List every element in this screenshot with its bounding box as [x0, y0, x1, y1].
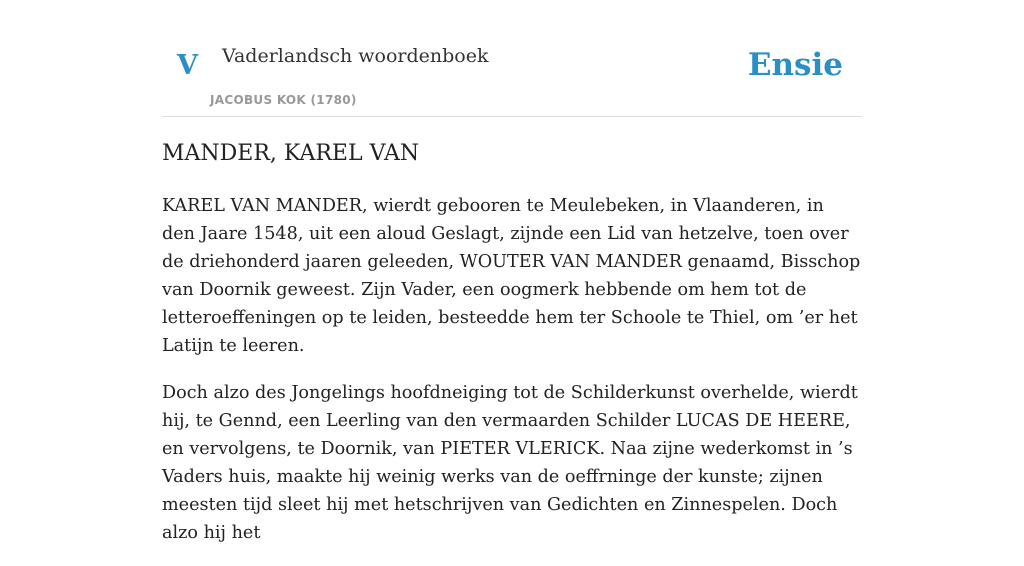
header — [162, 0, 862, 117]
entry-paragraph: Doch alzo des Jongelings hoofdneiging tot de Schilderkunst overhelde, wierdt hij, te Gennd, een Leerling van den vermaarden Schilder LUCAS DE HEERE, en vervolgens, te Doornik, van PIETER VLERICK. Naa zijne wederkomst in ’s Vaders huis, maakte hij weinig werks van de oeffrninge der kunste; zijnen meesten tijd sleet hij met hetschrijven van Gedichten en Zinnespelen. Doch alzo hij het — [162, 383, 858, 543]
book-title-link[interactable]: Vaderlandsch woordenboek — [222, 45, 489, 67]
volume-letter-link[interactable]: V — [177, 50, 198, 81]
entry-title: MANDER, KAREL VAN — [162, 141, 420, 166]
entry-paragraph: KAREL VAN MANDER, wierdt gebooren te Meulebeken, in Vlaanderen, in den Jaare 1548, uit een aloud Geslagt, zijnde een Lid van hetzelve, toen over de driehonderd jaaren geleeden, WOUTER VAN MANDER genaamd, Bisschop van Doornik geweest. Zijn Vader, een oogmerk hebbende om hem tot de letteroeffeningen op te leiden, besteedde hem ter Schoole te Thiel, om ’er het Latijn te leeren. — [162, 196, 861, 356]
entry-content — [162, 192, 862, 566]
book-author: JACOBUS KOK (1780) — [210, 93, 357, 107]
ensie-logo-link[interactable]: Ensie — [747, 47, 843, 83]
